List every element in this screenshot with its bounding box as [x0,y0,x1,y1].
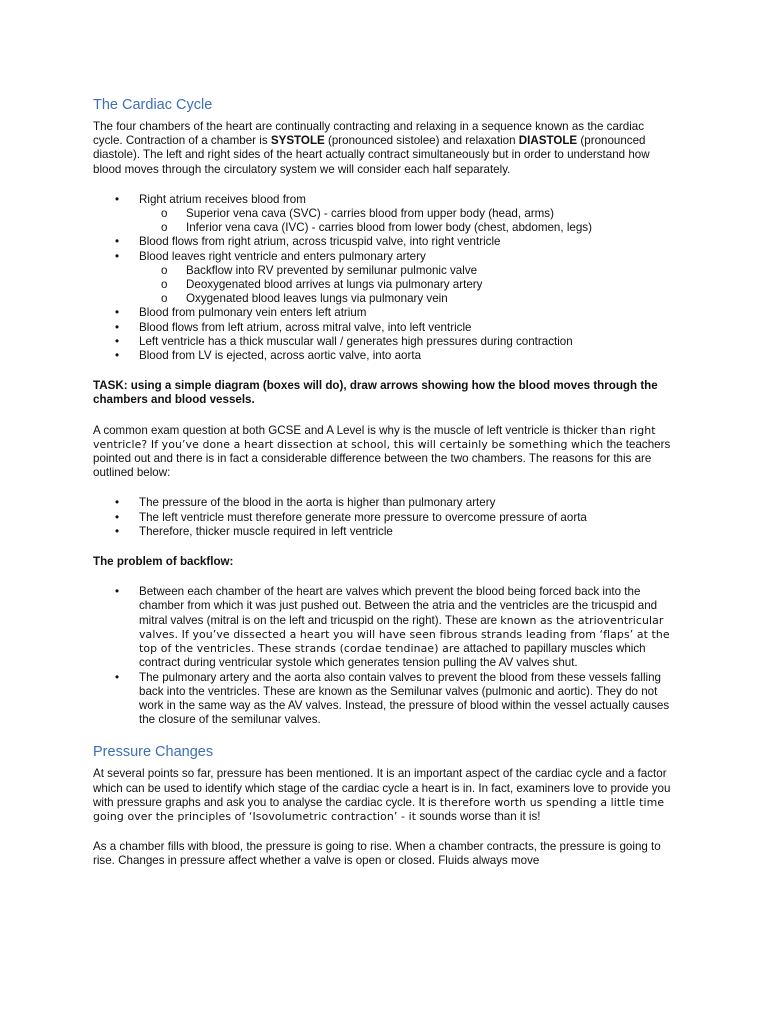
pressure-paragraph-2: As a chamber fills with blood, the pressure is going to rise. When a chamber contracts, the pressure is going to rise. Changes in pressure affect whether a valve is open or closed. Fluids always move [93,840,661,868]
sub-list [139,264,673,307]
intro-paragraph [93,120,673,177]
list-item: • The pulmonary artery and the aorta also contain valves to prevent the blood from these vessels falling back into the ventricles. These are known as the Semilunar valves (pulmonic and aortic). They do not work in the same way as the AV valves. Instead, the pressure of blood within the vessel actually causes the closure of the semilunar valves. [93,671,673,728]
pressure-paragraph-1 [93,767,673,824]
pressure-text-1: At several points so far, pressure has been mentioned. It is an important aspect of the cardiac cycle and a factor which can be used to identify which stage of the cardiac cycle a heart is in. In fact, examiners love to provide you with pressure graphs and ask you to analyse the cardiac cycle. It is [93,767,671,809]
list-item: • Left ventricle has a thick muscular wall / generates high pressures during contraction [93,335,673,349]
list-item-text: Blood leaves right ventricle and enters pulmonary artery [139,249,426,263]
list-item: • Blood from LV is ejected, across aortic valve, into aorta [93,349,673,363]
backflow-heading: The problem of backflow: [93,555,234,569]
list-item: • Blood flows from right atrium, across tricuspid valve, into right ventricle [93,235,673,249]
task-instruction: TASK: using a simple diagram (boxes will do), draw arrows showing how the blood moves through the chambers and blood vessels. [93,379,658,407]
list-item: • Therefore, thicker muscle required in left ventricle [93,525,673,539]
exam-text-1: A common exam question at both GCSE and A Level is why is the muscle of left ventricle is thicker [93,423,601,437]
sub-list-item: o Deoxygenated blood arrives at lungs via pulmonary artery [139,278,673,292]
sub-list [139,207,673,235]
backflow-text-3: attached to papillary muscles which contract during ventricular systole which generates tension pulling the AV valves shut. [139,642,646,670]
list-item [93,193,673,236]
systole-term: SYSTOLE [270,134,325,148]
list-item [93,585,673,670]
diastole-term: DIASTOLE [518,134,578,148]
list-item: • The left ventricle must therefore generate more pressure to overcome pressure of aorta [93,511,673,525]
pressure-text-2: therefore worth us spending a little time going over the principles of ‘Isovolumetric contraction’ - it [93,795,665,823]
intro-text-3: (pronounced diastole). The left and right sides of the heart actually contract simultaneously but in order to understand how blood moves through the circulatory system we will consider each half separately. [93,134,650,176]
pressure-text-3: sounds worse than it is! [416,809,541,823]
intro-text-1: The four chambers of the heart are continually contracting and relaxing in a sequence known as the cardiac cycle. Contraction of a chamber is [93,120,645,148]
intro-text-2: (pronounced sistolee) and relaxation [324,134,519,148]
sub-list-item: o Backflow into RV prevented by semilunar pulmonic valve [139,264,673,278]
blood-flow-list [93,193,673,363]
backflow-list [93,585,673,727]
list-item-text: Right atrium receives blood from [139,192,306,206]
sub-list-item: o Superior vena cava (SVC) - carries blood from upper body (head, arms) [139,207,673,221]
list-item: • Blood flows from left atrium, across mitral valve, into left ventricle [93,321,673,335]
exam-question-paragraph [93,424,673,481]
section-title-pressure-changes: Pressure Changes [93,744,214,761]
backflow-text-1: Between each chamber of the heart are valves which prevent the blood being forced back into the chamber from which it was just pushed out. Between the atria and the ventricles are the tricuspid and mitral valves (mitral is on the left and tricuspid on the right). These are [139,585,658,627]
list-item [93,250,673,307]
document-page [93,96,673,869]
list-item: • The pressure of the blood in the aorta is higher than pulmonary artery [93,496,673,510]
backflow-text-2: known as the atrioventricular valves. If you’ve dissected a heart you will have seen fibrous strands leading from ‘flaps’ at the top of the ventricles. These strands (cordae tendinae) are [139,613,670,656]
list-item: • Blood from pulmonary vein enters left atrium [93,306,673,320]
sub-list-item: o Oxygenated blood leaves lungs via pulmonary vein [139,292,673,306]
sub-list-item: o Inferior vena cava (IVC) - carries blood from lower body (chest, abdomen, legs) [139,221,673,235]
exam-text-2: than right ventricle? If you’ve done a heart dissection at school, this will certainly be something which [93,423,656,451]
section-title-cardiac-cycle: The Cardiac Cycle [93,97,213,113]
exam-text-3: the teachers pointed out and there is in fact a considerable difference between the two chambers. The reasons for this are outlined below: [93,437,671,480]
reasons-list [93,496,673,539]
